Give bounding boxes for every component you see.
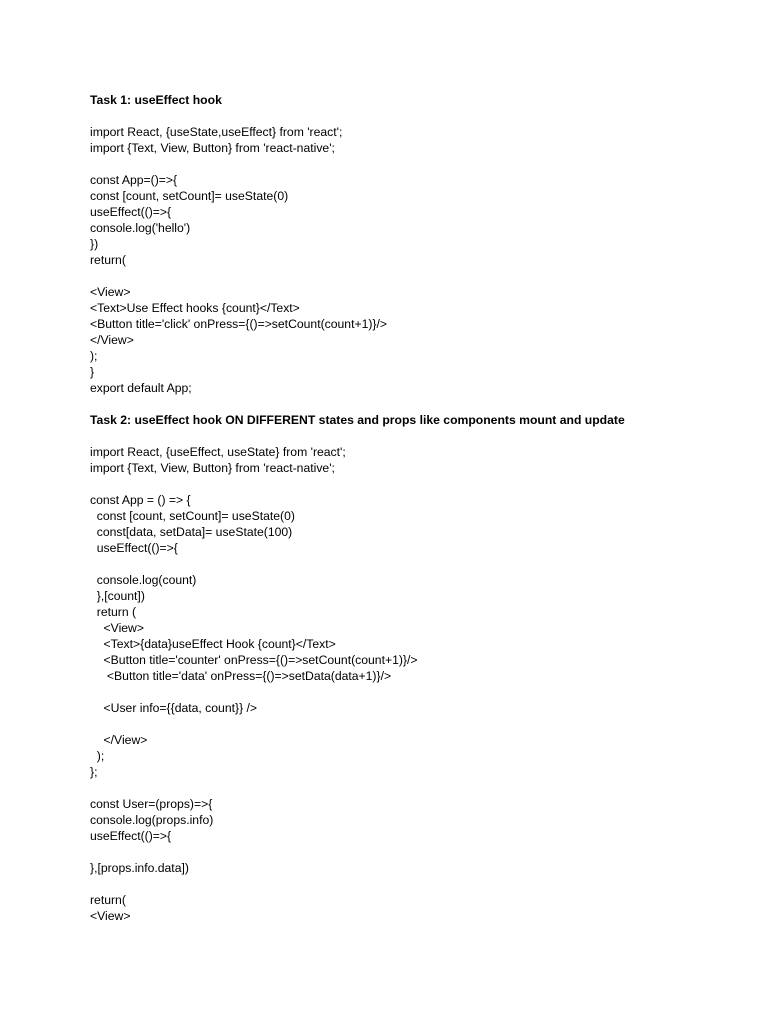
code-line: }; <box>90 765 98 779</box>
code-line: console.log(count) <box>90 573 197 587</box>
code-line: const [count, setCount]= useState(0) <box>90 189 289 203</box>
blank-line <box>90 476 750 492</box>
code-line: },[props.info.data]) <box>90 861 189 875</box>
task-heading: Task 2: useEffect hook ON DIFFERENT states and props like components mount and update <box>90 413 625 427</box>
code-line: } <box>90 365 95 379</box>
blank-line <box>90 156 750 172</box>
code-line: return( <box>90 893 126 907</box>
code-line: import React, {useEffect, useState} from 'react'; <box>90 445 346 459</box>
task-heading: Task 1: useEffect hook <box>90 93 222 107</box>
blank-line <box>90 268 750 284</box>
code-line: <View> <box>90 285 131 299</box>
code-line: console.log(props.info) <box>90 813 214 827</box>
blank-line <box>90 844 750 860</box>
document-body <box>90 92 750 924</box>
code-line: <Button title='data' onPress={()=>setData(data+1)}/> <box>90 669 392 683</box>
blank-line <box>90 556 750 572</box>
blank-line <box>90 428 750 444</box>
blank-line <box>90 684 750 700</box>
code-line: import {Text, View, Button} from 'react-native'; <box>90 141 335 155</box>
code-line: ); <box>90 749 105 763</box>
blank-line <box>90 396 750 412</box>
code-line: <View> <box>90 909 131 923</box>
code-line: const App = () => { <box>90 493 191 507</box>
code-line: const[data, setData]= useState(100) <box>90 525 293 539</box>
blank-line <box>90 876 750 892</box>
code-line: },[count]) <box>90 589 145 603</box>
code-line: const [count, setCount]= useState(0) <box>90 509 295 523</box>
code-line: import {Text, View, Button} from 'react-native'; <box>90 461 335 475</box>
code-line: console.log('hello') <box>90 221 191 235</box>
code-line: <User info={{data, count}} /> <box>90 701 258 715</box>
code-line: ); <box>90 349 98 363</box>
code-line: useEffect(()=>{ <box>90 205 172 219</box>
code-line: <Button title='counter' onPress={()=>setCount(count+1)}/> <box>90 653 418 667</box>
code-line: export default App; <box>90 381 192 395</box>
blank-line <box>90 780 750 796</box>
code-line: }) <box>90 237 99 251</box>
code-line: const App=()=>{ <box>90 173 178 187</box>
code-line: useEffect(()=>{ <box>90 541 178 555</box>
code-line: <View> <box>90 621 144 635</box>
code-line: <Text>{data}useEffect Hook {count}</Text> <box>90 637 336 651</box>
code-line: </View> <box>90 333 134 347</box>
code-line: return ( <box>90 605 137 619</box>
code-line: const User=(props)=>{ <box>90 797 213 811</box>
code-line: import React, {useState,useEffect} from 'react'; <box>90 125 343 139</box>
code-line: return( <box>90 253 126 267</box>
code-line: useEffect(()=>{ <box>90 829 172 843</box>
blank-line <box>90 108 750 124</box>
code-line: <Button title='click' onPress={()=>setCount(count+1)}/> <box>90 317 387 331</box>
code-line: </View> <box>90 733 148 747</box>
blank-line <box>90 716 750 732</box>
code-line: <Text>Use Effect hooks {count}</Text> <box>90 301 300 315</box>
